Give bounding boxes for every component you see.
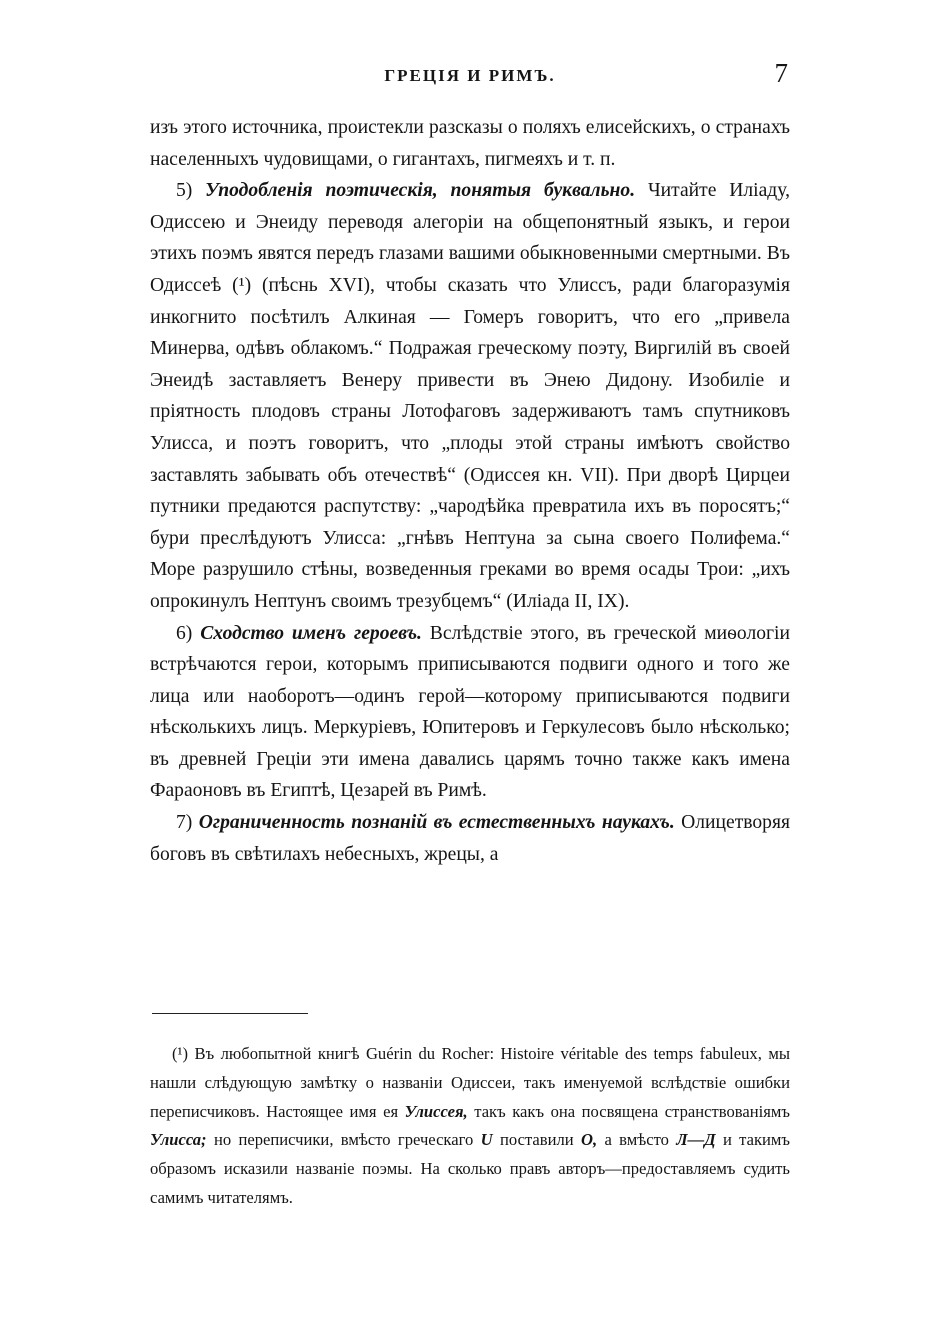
footnote-segment: а вмѣсто (604, 1130, 669, 1150)
item-number: 7) (176, 812, 193, 834)
running-head: ГРЕЦІЯ И РИМЪ. (384, 66, 556, 85)
page-number: 7 (774, 58, 788, 88)
item-heading: Сходство именъ героевъ. (200, 622, 422, 644)
footnote-segment: такъ какъ она посвящена странствованіямъ (474, 1101, 790, 1121)
footnote-emphasis: Л—Д (676, 1130, 716, 1150)
footnote (150, 1040, 790, 1213)
paragraph-item-5 (150, 175, 790, 617)
footnote-emphasis: Улисса; (150, 1130, 207, 1150)
paragraph-item-7 (150, 807, 790, 870)
item-text: Вслѣдствіе этого, въ греческой миѳологіи встрѣчаются герои, которымъ приписываются подвиги одного и того же лица или наоборотъ—одинъ герой—которому приписываются подвиги нѣсколькихъ лицъ. Меркуріевъ, Юпитеровъ и Геркулесовъ было нѣсколько; въ древней Греціи эти имена давались царямъ точно также какъ имена Фараоновъ въ Египтѣ, Цезарей въ Римѣ. (150, 622, 790, 802)
footnote-emphasis: Улиссея, (404, 1101, 468, 1121)
footnote-emphasis: U (480, 1130, 493, 1150)
item-number: 5) (176, 180, 193, 202)
footnote-segment: поставили (499, 1130, 574, 1150)
footnote-divider (152, 1013, 308, 1014)
footnote-segment: Въ любопытной книгѣ Guérin du Rocher: Histoire véritable des temps fabuleux, мы нашли слѣдующую замѣтку о названіи Одиссеи, такъ именуемой вслѣдствіе ошибки переписчиковъ. Настоящее имя ея (150, 1044, 790, 1121)
item-heading: Уподобленія поэтическія, понятыя буквально. (205, 180, 636, 202)
paragraph-item-6 (150, 618, 790, 808)
item-heading: Ограниченность познаній въ естественныхъ наукахъ. (198, 812, 675, 834)
item-text: Олицетворяя боговъ въ свѣтилахъ небесныхъ, жрецы, а (150, 812, 790, 865)
item-text: Читайте Иліаду, Одиссею и Энеиду переводя алегоріи на общепонятный языкъ, и герои этихъ поэмъ явятся передъ глазами вашими обыкновенными смертными. Въ Одиссеѣ (¹) (пѣснь XVI), чтобы сказать что Улиссъ, ради благоразумія инкогнито посѣтилъ Алкиная — Гомеръ говоритъ, что его „привела Минерва, одѣвъ облакомъ.“ Подражая греческому поэту, Виргилій въ своей Энеидѣ заставляетъ Венеру привести въ Энею Дидону. Изобиліе и пріятность плодовъ страны Лотофаговъ задерживаютъ тамъ спутниковъ Улисса, и поэтъ говоритъ, что „плоды этой страны имѣютъ свойство заставлять забывать объ отечествѣ“ (Одиссея кн. VII). При дворѣ Цирцеи путники предаются распутству: „чародѣйка превратила ихъ въ поросятъ;“ бури преслѣдуютъ Улисса: „гнѣвъ Нептуна за сына своего Полифема.“ Море разрушило стѣны, возведенныя греками во время осады Трои: „ихъ опрокинулъ Нептунъ своимъ трезубцемъ“ (Иліада II, IX). (150, 180, 790, 612)
footnote-segment: но переписчики, вмѣсто греческаго (213, 1130, 474, 1150)
footnote-marker: (¹) (172, 1044, 189, 1063)
page-header (150, 58, 790, 98)
paragraph-continuation: изъ этого источника, проистекли разсказы о поляхъ елисейскихъ, о странахъ населенныхъ чудовищами, о гигантахъ, пигмеяхъ и т. п. (150, 117, 790, 170)
footnote-emphasis: O, (580, 1130, 598, 1150)
footnote-segment: и такимъ образомъ исказили названіе поэмы. На сколько правъ авторъ—предоставляемъ судить самимъ читателямъ. (150, 1130, 791, 1207)
footnote-text (150, 1040, 790, 1213)
main-text (150, 112, 790, 870)
item-number: 6) (176, 622, 193, 644)
